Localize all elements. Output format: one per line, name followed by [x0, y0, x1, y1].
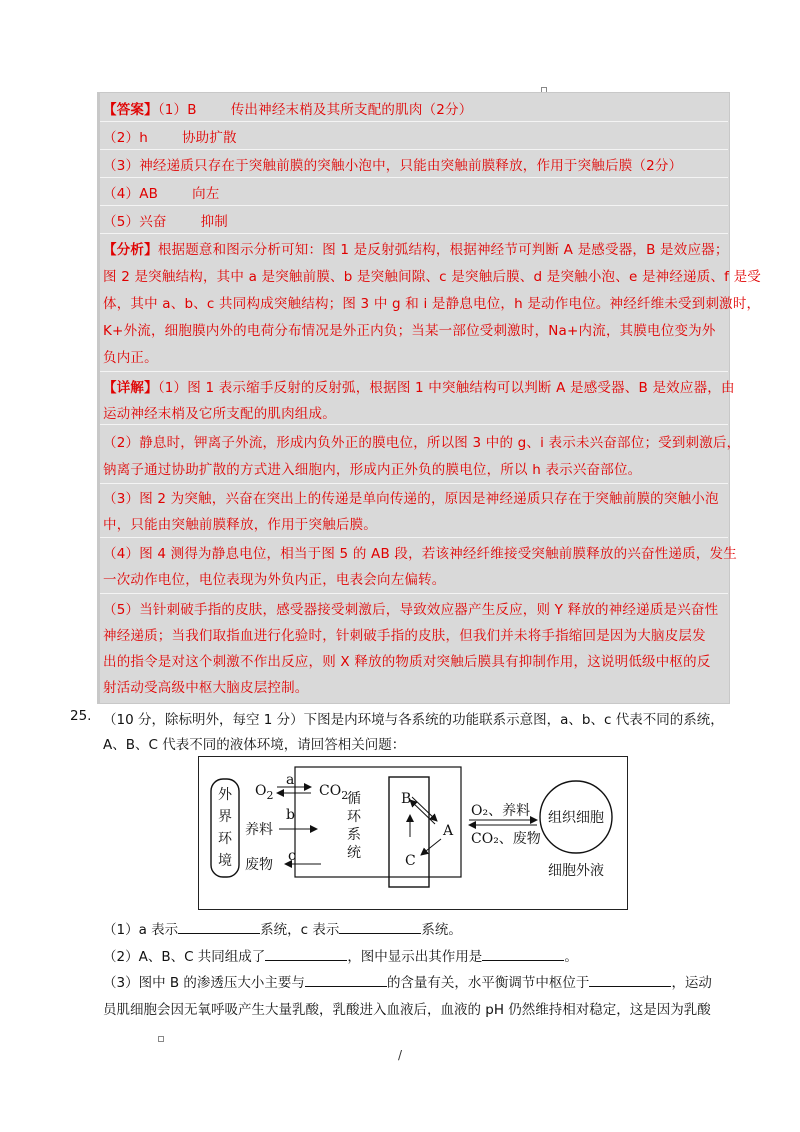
detail-line-8: 一次动作电位，电位表现为外负内正，电表会向左偏转。 [103, 572, 446, 588]
analysis-line-5: 负内正。 [103, 350, 158, 366]
question-number: 25. [70, 708, 92, 724]
separator [100, 424, 728, 425]
analysis-line-2: 图 2 是突触结构，其中 a 是突触前膜、b 是突触间隙、c 是突触后膜、d 是突触小泡、e 是神经递质、f 是受 [103, 269, 762, 285]
outside-char-4: 境 [218, 853, 232, 869]
right-bottom-label: CO₂、废物 [471, 831, 541, 847]
label-B: B [401, 791, 412, 807]
analysis-tag: 【分析】 [103, 242, 158, 258]
detail-line-1: 【详解】（1）图 1 表示缩手反射的反射弧，根据图 1 中突触结构可以判断 A 是感受器、B 是效应器，由 [103, 380, 735, 396]
arrow-A-to-C [421, 839, 441, 855]
page-number: / [398, 1048, 403, 1062]
blank-3b[interactable] [589, 974, 671, 987]
answer-line-4: （4）AB 向左 [103, 186, 220, 202]
detail-line-6: 中，只能由突触前膜释放，作用于突触后膜。 [103, 517, 377, 533]
separator [100, 205, 728, 206]
answer-line-1: 【答案】（1）B 传出神经末梢及其所支配的肌肉（2分） [103, 102, 473, 118]
nutrients-label: 养料 [245, 822, 273, 838]
circ-char-3: 系 [347, 827, 361, 843]
separator [100, 483, 728, 484]
label-c: c [288, 848, 296, 864]
separator [100, 371, 728, 372]
label-C: C [405, 853, 416, 869]
answer-line-3: （3）神经递质只存在于突触前膜的突触小泡中，只能由突触前膜释放，作用于突触后膜（2分） [103, 158, 683, 174]
answer-line-5: （5）兴奋 抑制 [103, 214, 228, 230]
detail-line-5: （3）图 2 为突触，兴奋在突出上的传递是单向传递的，原因是神经递质只存在于突触前膜的突触小泡 [103, 491, 719, 507]
detail-line-7: （4）图 4 测得为静息电位，相当于图 5 的 AB 段，若该神经纤维接受突触前膜释放的兴奋性递质，发生 [103, 546, 737, 562]
question-3-continued: 员肌细胞会因无氧呼吸产生大量乳酸，乳酸进入血液后，血液的 pH 仍然维持相对稳定，这是因为乳酸 [103, 1002, 711, 1018]
arrow-A-to-B [410, 800, 435, 824]
outside-char-2: 界 [218, 809, 232, 825]
blank-3a[interactable] [305, 974, 387, 987]
tissue-label: 组织细胞 [548, 810, 604, 826]
detail-tag: 【详解】 [103, 380, 158, 396]
detail-line-11: 出的指令是对这个刺激不作出反应，则 X 释放的物质对突触后膜具有抑制作用，这说明低级中枢的反 [103, 654, 711, 670]
separator [100, 177, 728, 178]
analysis-line-3: 体，其中 a、b、c 共同构成突触结构；图 3 中 g 和 i 是静息电位，h 是动作电位。神经纤维未受到刺激时， [103, 296, 761, 312]
circ-char-1: 循 [347, 791, 361, 807]
blank-2b[interactable] [482, 948, 564, 961]
separator [100, 149, 728, 150]
answer-line-2: （2）h 协助扩散 [103, 130, 237, 146]
detail-line-12: 射活动受高级中枢大脑皮层控制。 [103, 680, 309, 696]
question-2: （2）A、B、C 共同组成了 ，图中显示出其作用是 。 [103, 949, 578, 965]
system-diagram [198, 756, 628, 910]
answer-tag: 【答案】 [103, 102, 158, 118]
question-stem-2: A、B、C 代表不同的液体环境，请回答相关问题： [103, 737, 406, 753]
analysis-line-1: 【分析】根据题意和图示分析可知：图 1 是反射弧结构，根据神经节可判断 A 是感受器，B 是效应器； [103, 242, 729, 258]
blank-2a[interactable] [265, 948, 347, 961]
blank-1a[interactable] [178, 921, 260, 934]
outside-char-1: 外 [218, 787, 232, 803]
circ-char-4: 统 [347, 845, 361, 861]
analysis-line-4: K+外流，细胞膜内外的电荷分布情况是外正内负；当某一部位受刺激时，Na+内流，其膜电位变为外 [103, 323, 716, 339]
outside-char-3: 环 [218, 831, 232, 847]
separator [100, 593, 728, 594]
arrow-B-to-A [412, 797, 437, 821]
question-stem-1: （10 分，除标明外，每空 1 分）下图是内环境与各系统的功能联系示意图，a、b、c 代表不同的系统， [103, 712, 724, 728]
right-top-label: O₂、养料 [471, 803, 531, 819]
label-a: a [286, 772, 295, 788]
label-b: b [286, 807, 295, 823]
detail-line-4: 钠离子通过协助扩散的方式进入细胞内，形成内正外负的膜电位，所以 h 表示兴奋部位。 [103, 462, 642, 478]
corner-mark-bottom [158, 1036, 164, 1042]
separator [100, 537, 728, 538]
question-3: （3）图中 B 的渗透压大小主要与 的含量有关，水平衡调节中枢位于 ，运动 [103, 975, 712, 991]
blank-1b[interactable] [339, 921, 421, 934]
diagram-svg [199, 757, 629, 911]
separator [100, 121, 728, 122]
question-1: （1）a 表示 系统，c 表示 系统。 [103, 922, 462, 938]
waste-label: 废物 [245, 857, 273, 873]
detail-line-10: 神经递质；当我们取指血进行化验时，针刺破手指的皮肤，但我们并未将手指缩回是因为大脑皮层发 [103, 628, 706, 644]
co2-label: $CO_2$ [319, 783, 349, 802]
circ-char-2: 环 [347, 809, 361, 825]
o2-label: $O_2$ [255, 783, 274, 802]
detail-line-2: 运动神经末梢及它所支配的肌肉组成。 [103, 406, 336, 422]
detail-line-9: （5）当针刺破手指的皮肤，感受器接受刺激后，导致效应器产生反应，则 Y 释放的神经递质是兴奋性 [103, 602, 719, 618]
label-A: A [443, 823, 454, 839]
separator [100, 233, 728, 234]
detail-line-3: （2）静息时，钾离子外流，形成内负外正的膜电位，所以图 3 中的 g、i 表示未兴奋部位；受到刺激后， [103, 435, 741, 451]
ecf-label: 细胞外液 [548, 863, 604, 879]
